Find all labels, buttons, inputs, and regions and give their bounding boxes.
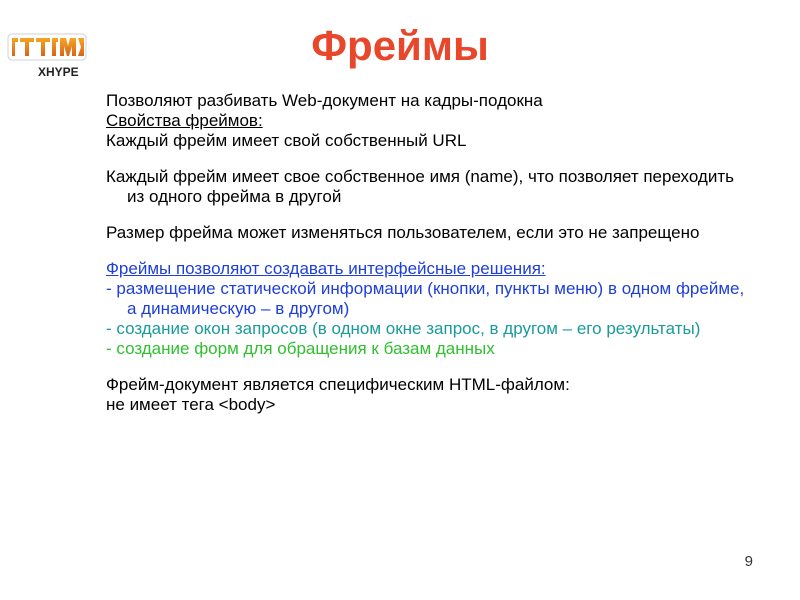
properties-heading: Свойства фреймов: xyxy=(106,111,263,130)
intro-line: Позволяют разбивать Web-документ на кадры-подокна xyxy=(106,91,543,110)
solution-static-info: - размещение статической информации (кнопки, пункты меню) в одном фрейме, а динамическую – в другом) xyxy=(106,279,745,318)
slide-title: Фреймы xyxy=(311,22,489,69)
solution-db-forms: - создание форм для обращения к базам данных xyxy=(106,339,495,358)
property-resize: Размер фрейма может изменяться пользователем, если это не запрещено xyxy=(106,223,700,242)
slide-content xyxy=(106,91,746,415)
logo-text: XHYPE xyxy=(38,65,79,79)
frame-document-line: Фрейм-документ является специфическим HTML-файлом: xyxy=(106,375,570,394)
no-body-tag-line: не имеет тега <body> xyxy=(106,395,276,414)
property-url: Каждый фрейм имеет свой собственный URL xyxy=(106,131,467,150)
interface-solutions-heading: Фреймы позволяют создавать интерфейсные решения: xyxy=(106,259,546,278)
property-name: Каждый фрейм имеет свое собственное имя (name), что позволяет переходить из одного фрейма в другой xyxy=(106,167,734,206)
page-number: 9 xyxy=(744,553,753,570)
solution-query-windows: - создание окон запросов (в одном окне запрос, в другом – его результаты) xyxy=(106,319,701,338)
